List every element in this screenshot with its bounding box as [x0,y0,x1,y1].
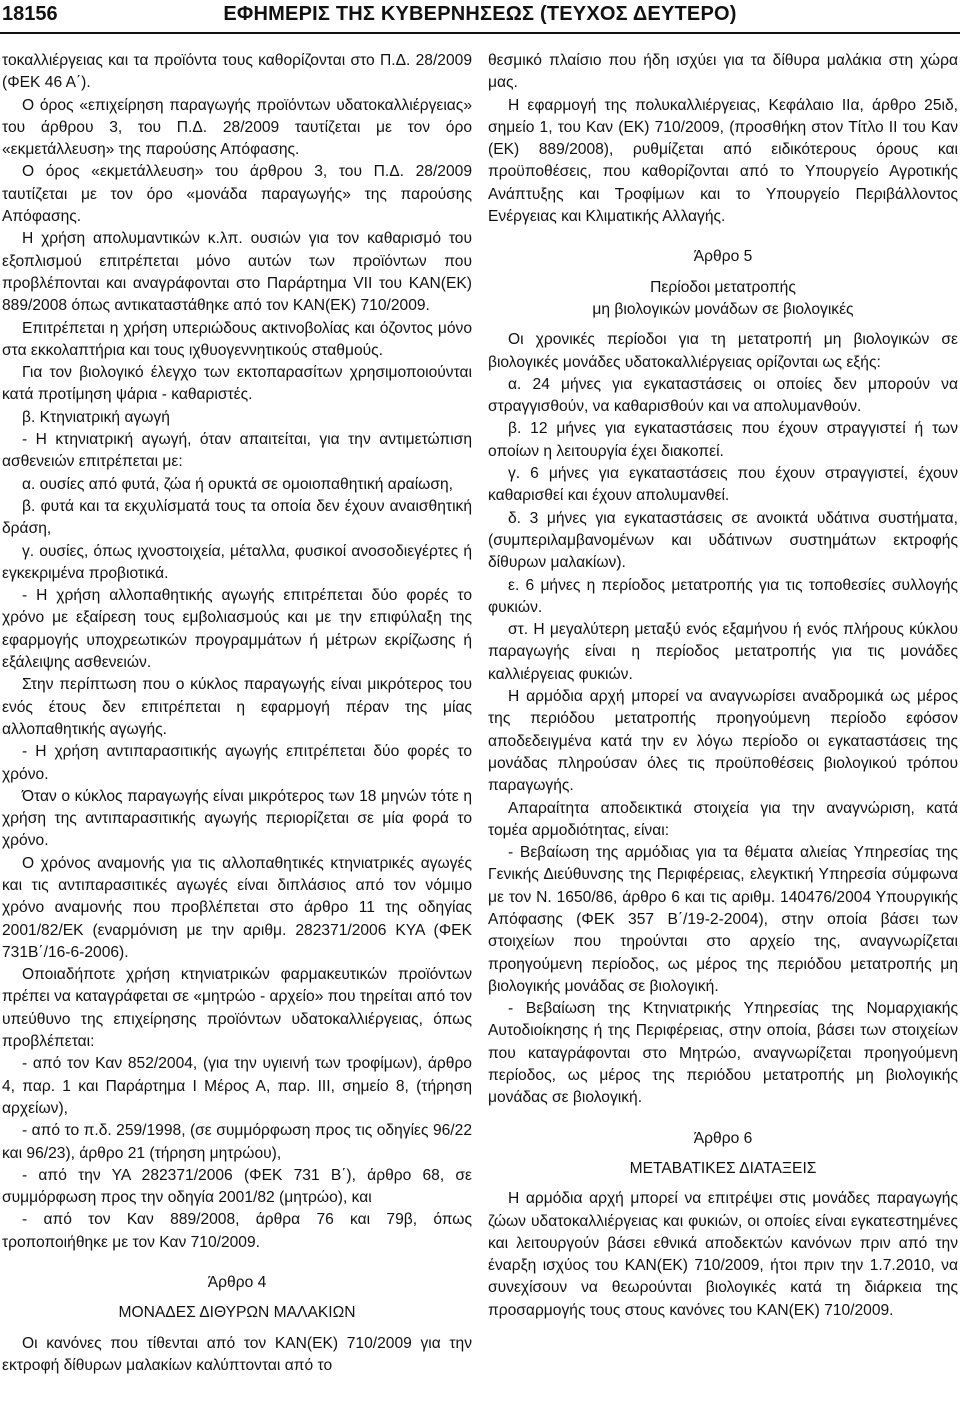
gazette-title: ΕΦΗΜΕΡΙΣ ΤΗΣ ΚΥΒΕΡΝΗΣΕΩΣ (ΤΕΥΧΟΣ ΔΕΥΤΕΡΟ) [223,3,737,25]
list-item: - από την ΥΑ 282371/2006 (ΦΕΚ 731 Β΄), άρθρο 68, σε συμμόρφωση προς την οδηγία 2001/82 (μητρώο), και [2,1166,472,1207]
page-header [0,0,960,34]
list-item: γ. 6 μήνες για εγκαταστάσεις που έχουν στραγγιστεί, έχουν καθαρισθεί και έχουν απολυμανθεί. [488,465,958,505]
paragraph: Οι χρονικές περίοδοι για τη μετατροπή μη βιολογικών σε βιολογικές μονάδες υδατοκαλλιέργειας ορίζονται ως εξής: [488,331,958,371]
article-heading: Άρθρο 6 [693,1129,753,1147]
paragraph: Όταν ο κύκλος παραγωγής είναι μικρότερος των 18 μηνών τότε η χρήση της αντιπαρασιτικής αγωγής περιορίζεται σε μία φορά το χρόνο. [2,787,472,850]
paragraph: Οι κανόνες που τίθενται από τον ΚΑΝ(ΕΚ) 710/2009 για την εκτροφή δίθυρων μαλακίων καλύπτονται από το [2,1334,472,1374]
paragraph: Επιτρέπεται η χρήση υπεριώδους ακτινοβολίας και όζοντος μόνο στα εκκολαπτήρια και τους ιχθυογεννητικούς σταθμούς. [2,319,472,359]
subsection-heading: β. Κτηνιατρική αγωγή [22,408,170,426]
right-column [488,50,958,1322]
paragraph: Ο όρος «εκμετάλλευση» του άρθρου 3, του Π.Δ. 28/2009 ταυτίζεται με τον όρο «μονάδα παραγωγής» της παρούσης Απόφασης. [2,163,472,226]
list-item: - από τον Καν 852/2004, (για την υγιεινή των τροφίμων), άρθρο 4, παρ. 1 και Παράρτημα Ι Μέρος Α, παρ. ΙΙΙ, σημείο 8, (τήρηση αρχείων), [2,1055,472,1117]
paragraph: - Η κτηνιατρική αγωγή, όταν απαιτείται, για την αντιμετώπιση ασθενειών επιτρέπεται με: [2,431,472,471]
list-item: α. 24 μήνες για εγκαταστάσεις οι οποίες δεν μπορούν να στραγγισθούν, να καθαρισθούν και να απολυμανθούν. [488,375,958,416]
list-item: δ. 3 μήνες για εγκαταστάσεις σε ανοικτά υδάτινα συστήματα, (συμπεριλαμβανομένων και υδάτινων συστημάτων εκτροφής δίθυρων μαλακίων). [488,509,958,572]
article-title: Περίοδοι μετατροπής [650,278,796,296]
list-item: β. φυτά και τα εκχυλίσματά τους τα οποία δεν έχουν αναισθητική δράση, [2,497,472,538]
paragraph: Απαραίτητα αποδεικτικά στοιχεία για την αναγνώριση, κατά τομέα αρμοδιότητας, είναι: [488,799,958,839]
list-item: ε. 6 μήνες η περίοδος μετατροπής για τις τοποθεσίες συλλογής φυκιών. [488,576,958,616]
article-title: μη βιολογικών μονάδων σε βιολογικές [592,300,854,318]
list-item: α. ουσίες από φυτά, ζώα ή ορυκτά σε ομοιοπαθητική αραίωση, [22,475,453,493]
list-item: στ. Η μεγαλύτερη μεταξύ ενός εξαμήνου ή ενός πλήρους κύκλου παραγωγής είναι η περίοδος μετατροπής για τις μονάδες καλλιέργειας φυκιών. [488,621,958,683]
article-heading: Άρθρο 4 [207,1274,267,1292]
paragraph: - Η χρήση αντιπαρασιτικής αγωγής επιτρέπεται δύο φορές το χρόνο. [2,743,472,783]
paragraph: Η εφαρμογή της πολυκαλλιέργειας, Κεφάλαιο ΙΙα, άρθρο 25ιδ, σημείο 1, του Καν (ΕΚ) 710/2009, (προσθήκη στον Τίτλο ΙΙ του Καν (ΕΚ) 889/2008), ρυθμίζεται από ειδικότερους όρους και προϋποθέσεις, που καθορίζονται από το Υπουργείο Αγροτικής Ανάπτυξης και Τροφίμων και το Υπουργείο Περιβάλλοντος Ενέργειας και Κλιματικής Αλλαγής. [488,96,958,226]
paragraph: θεσμικό πλαίσιο που ήδη ισχύει για τα δίθυρα μαλάκια στη χώρα μας. [488,52,958,92]
paragraph: Για τον βιολογικό έλεγχο των εκτοπαρασίτων χρησιμοποιούνται κατά προτίμηση ψάρια - καθαριστές. [2,364,472,404]
list-item: - Βεβαίωση της Κτηνιατρικής Υπηρεσίας της Νομαρχιακής Αυτοδιοίκησης ή της Περιφέρειας, στην οποία, βάσει των στοιχείων που καταγράφονται στο Μητρώο, αναγνωρίζεται προηγούμενη περίοδος, ως μέρος της περιόδου μετατροπής μη βιολογικής μονάδας σε βιολογική. [488,1000,958,1107]
left-column [2,50,472,1377]
list-item: γ. ουσίες, όπως ιχνοστοιχεία, μέταλλα, φυσικοί ανοσοδιεγέρτες ή εγκεκριμένα προβιοτικά. [2,542,472,582]
article-heading: Άρθρο 5 [693,248,753,266]
list-item: - Βεβαίωση της αρμόδιας για τα θέματα αλιείας Υπηρεσίας της Γενικής Διεύθυνσης της Περιφέρειας, ελεγκτική Υπηρεσία σύμφωνα με τον Ν. 1650/86, άρθρο 6 και τις αριθμ. 140476/2004 Υπουργικής Απόφασης (ΦΕΚ 357 Β΄/19-2-2004), στην οποία βάσει των στοιχείων που τηρούνται στο αρχείο της, αναγνωρίζεται προηγούμενη περίοδος, ως μέρος της περιόδου μετατροπής μη βιολογικής μονάδας σε βιολογική. [488,844,958,995]
paragraph: Ο όρος «επιχείρηση παραγωγής προϊόντων υδατοκαλλιέργειας» του άρθρου 3, του Π.Δ. 28/2009 ταυτίζεται με τον όρο «εκμετάλλευση» της παρούσης Απόφασης. [2,96,472,159]
paragraph: Η αρμόδια αρχή μπορεί να επιτρέψει στις μονάδες παραγωγής ζώων υδατοκαλλιέργειας και φυκιών, οι οποίες είναι εγκατεστημένες και λειτουργούν βάσει εθνικά αποδεκτών κανόνων πριν από την έναρξη ισχύος του ΚΑΝ(ΕΚ) 710/2009, ήτοι πριν την 1.7.2010, να συνεχίσουν να θεωρούνται βιολογικές κατά τη διάρκεια της προσαρμογής τους στους κανόνες του ΚΑΝ(ΕΚ) 710/2009. [488,1190,958,1319]
article-title: ΜΟΝΑΔΕΣ ΔΙΘΥΡΩΝ ΜΑΛΑΚΙΩΝ [118,1304,356,1322]
paragraph: Η αρμόδια αρχή μπορεί να αναγνωρίσει αναδρομικά ως μέρος της περιόδου μετατροπής προηγούμενη περίοδο εφόσον αποδεδειγμένα κατά την εν λόγω περίοδο οι εγκαταστάσεις της μονάδας πληρούσαν όλες τις προϋποθέσεις βιολογικού τρόπου παραγωγής. [488,688,958,795]
article-title: ΜΕΤΑΒΑΤΙΚΕΣ ΔΙΑΤΑΞΕΙΣ [629,1159,817,1177]
page-number: 18156 [2,3,58,25]
list-item: β. 12 μήνες για εγκαταστάσεις που έχουν στραγγιστεί ή των οποίων η λειτουργία έχει διακοπεί. [488,420,958,460]
paragraph: - Η χρήση αλλοπαθητικής αγωγής επιτρέπεται δύο φορές το χρόνο με εξαίρεση τους εμβολιασμούς και με την επιφύλαξη της εφαρμογής υποχρεωτικών προγραμμάτων ή μέτρων εκρίζωσης ή εξάλειψης ασθενειών. [2,587,472,672]
list-item: - από τον Καν 889/2008, άρθρα 76 και 79β, όπως τροποποιήθηκε με τον Καν 710/2009. [2,1211,472,1251]
paragraph: Οποιαδήποτε χρήση κτηνιατρικών φαρμακευτικών προϊόντων πρέπει να καταγράφεται σε «μητρώο - αρχείο» που τηρείται από τον υπεύθυνο της επιχείρησης προϊόντων υδατοκαλλιέργειας, όπως προβλέπεται: [2,966,472,1051]
header-rule [0,32,960,34]
paragraph: τοκαλλιέργειας και τα προϊόντα τους καθορίζονται στο Π.Δ. 28/2009 (ΦΕΚ 46 Α΄). [2,52,472,92]
paragraph: Στην περίπτωση που ο κύκλος παραγωγής είναι μικρότερος του ενός έτους δεν επιτρέπεται η εφαρμογή πέραν της μίας αλλοπαθητικής αγωγής. [2,676,472,738]
list-item: - από το π.δ. 259/1998, (σε συμμόρφωση προς τις οδηγίες 96/22 και 96/23), άρθρο 21 (τήρηση μητρώου), [2,1122,472,1162]
paragraph: Η χρήση απολυμαντικών κ.λπ. ουσιών για τον καθαρισμό του εξοπλισμού επιτρέπεται μόνο αυτών των προϊόντων που προβλέπονται και αναγράφονται στο Παράρτημα VII του ΚΑΝ(ΕΚ) 889/2008 όπως αντικαταστάθηκε από τον ΚΑΝ(ΕΚ) 710/2009. [2,230,472,315]
paragraph: Ο χρόνος αναμονής για τις αλλοπαθητικές κτηνιατρικές αγωγές και τις αντιπαρασιτικές αγωγές είναι διπλάσιος από τον νόμιμο χρόνο αναμονής που προβλέπεται στο άρθρο 11 της οδηγίας 2001/82/ΕΚ (εναρμόνιση με την αριθμ. 282371/2006 ΚΥΑ (ΦΕΚ 731Β΄/16-6-2006). [2,854,472,961]
